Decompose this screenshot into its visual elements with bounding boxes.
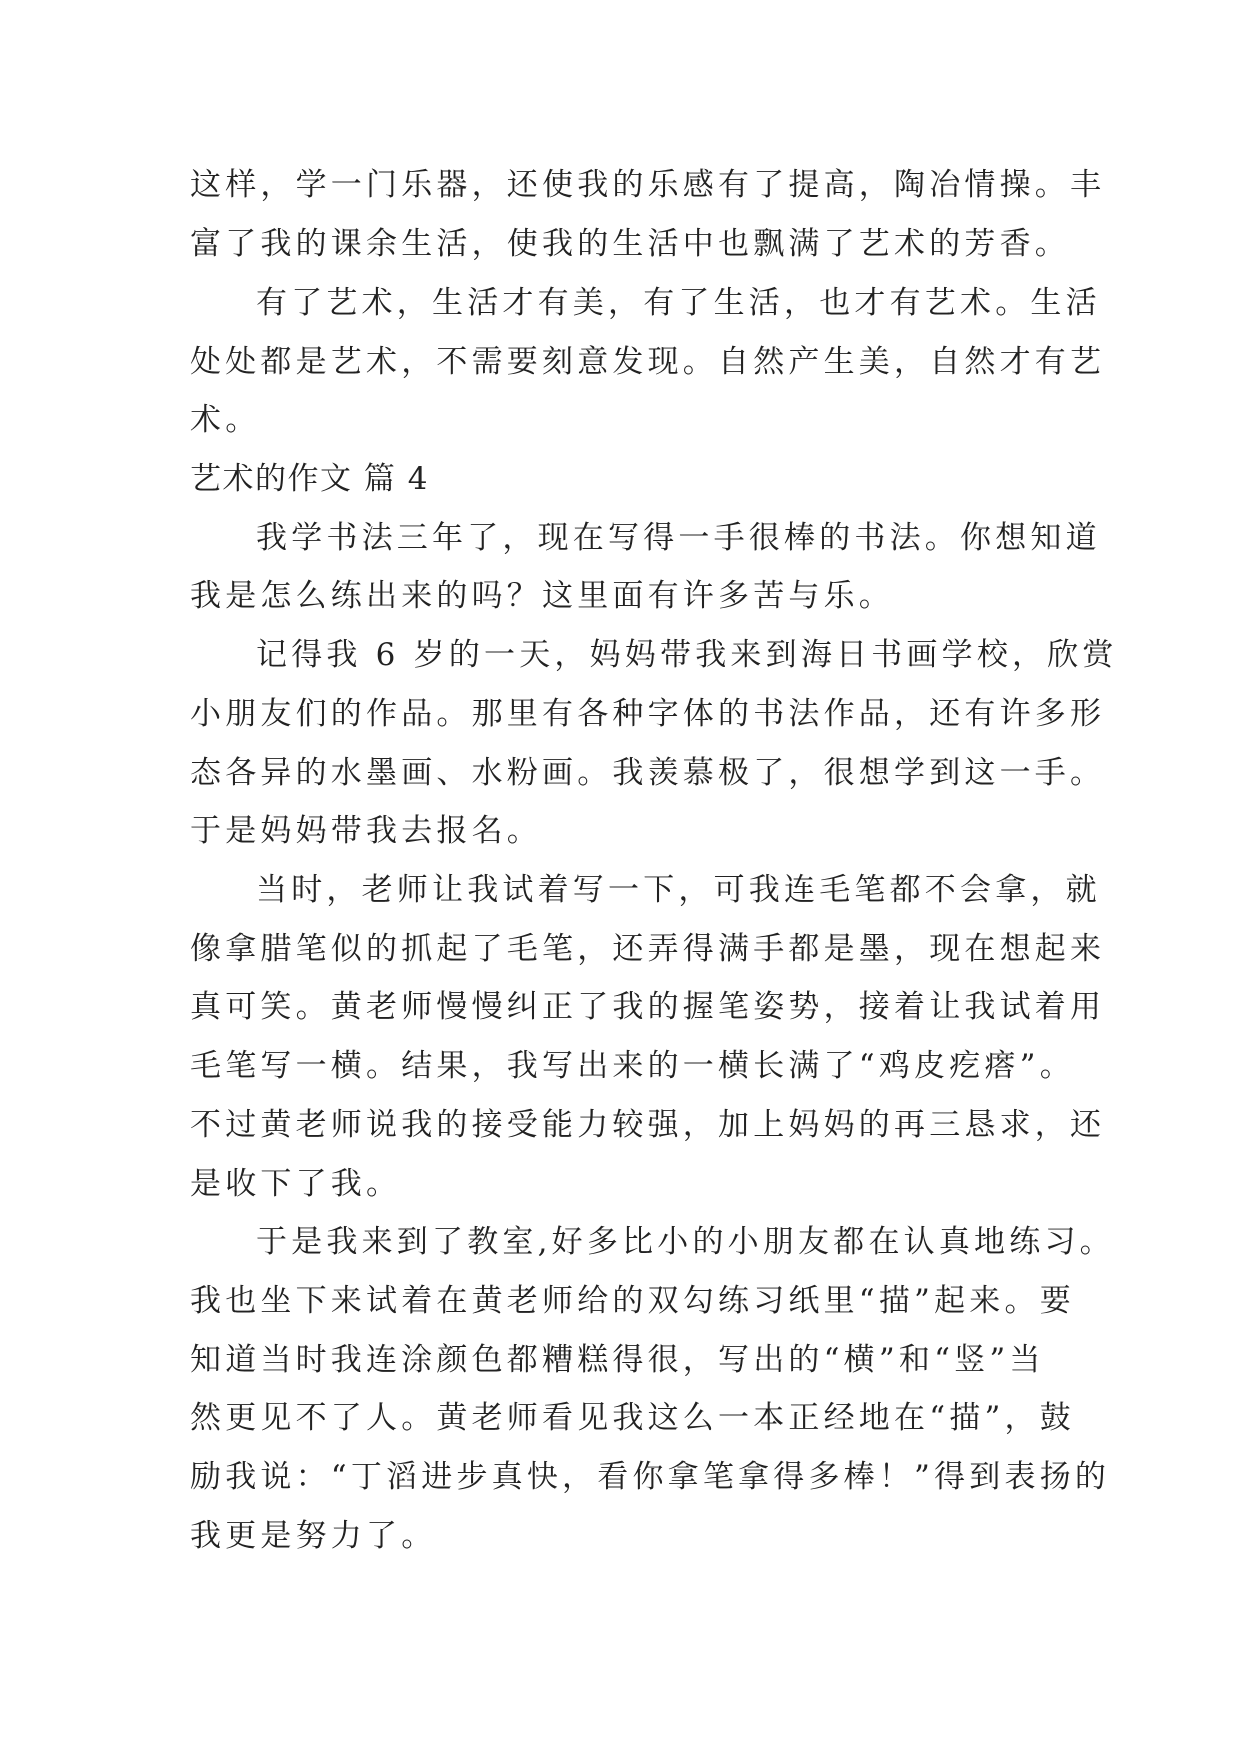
paragraph-line: 然更见不了人。黄老师看见我这么一本正经地在“描”，鼓	[190, 1400, 1075, 1436]
paragraph-line: 于是妈妈带我去报名。	[190, 813, 542, 849]
paragraph-line: 像拿腊笔似的抓起了毛笔，还弄得满手都是墨，现在想起来	[190, 931, 1106, 967]
paragraph-line: 知道当时我连涂颜色都糟糕得很，写出的“横”和“竖”当	[190, 1342, 1045, 1378]
paragraph-line: 当时，老师让我试着写一下，可我连毛笔都不会拿，就	[256, 872, 1101, 908]
paragraph-line: 我更是努力了。	[190, 1518, 437, 1554]
paragraph-line: 这样，学一门乐器，还使我的乐感有了提高，陶冶情操。丰	[190, 167, 1106, 203]
paragraph-line: 处处都是艺术，不需要刻意发现。自然产生美，自然才有艺	[190, 344, 1106, 380]
paragraph-line: 我是怎么练出来的吗？这里面有许多苦与乐。	[190, 578, 894, 614]
paragraph-line: 我学书法三年了，现在写得一手很棒的书法。你想知道	[256, 520, 1101, 556]
paragraph-line: 真可笑。黄老师慢慢纠正了我的握笔姿势，接着让我试着用	[190, 989, 1106, 1025]
section-heading: 艺术的作文 篇 4	[190, 461, 429, 497]
paragraph-line: 术。	[190, 402, 261, 438]
paragraph-line: 有了艺术，生活才有美，有了生活，也才有艺术。生活	[256, 285, 1101, 321]
paragraph-line: 于是我来到了教室,好多比小的小朋友都在认真地练习。	[256, 1224, 1115, 1260]
paragraph-line: 记得我 6 岁的一天，妈妈带我来到海日书画学校，欣赏	[256, 637, 1118, 673]
paragraph-line: 我也坐下来试着在黄老师给的双勾练习纸里“描”起来。要	[190, 1283, 1075, 1319]
paragraph-line: 是收下了我。	[190, 1166, 402, 1202]
paragraph-line: 励我说：“丁滔进步真快，看你拿笔拿得多棒！”得到表扬的	[190, 1459, 1111, 1495]
paragraph-line: 不过黄老师说我的接受能力较强，加上妈妈的再三恳求，还	[190, 1107, 1106, 1143]
paragraph-line: 态各异的水墨画、水粉画。我羡慕极了，很想学到这一手。	[190, 755, 1106, 791]
paragraph-line: 富了我的课余生活，使我的生活中也飘满了艺术的芳香。	[190, 226, 1070, 262]
paragraph-line: 毛笔写一横。结果，我写出来的一横长满了“鸡皮疙瘩”。	[190, 1048, 1075, 1084]
paragraph-line: 小朋友们的作品。那里有各种字体的书法作品，还有许多形	[190, 696, 1106, 732]
